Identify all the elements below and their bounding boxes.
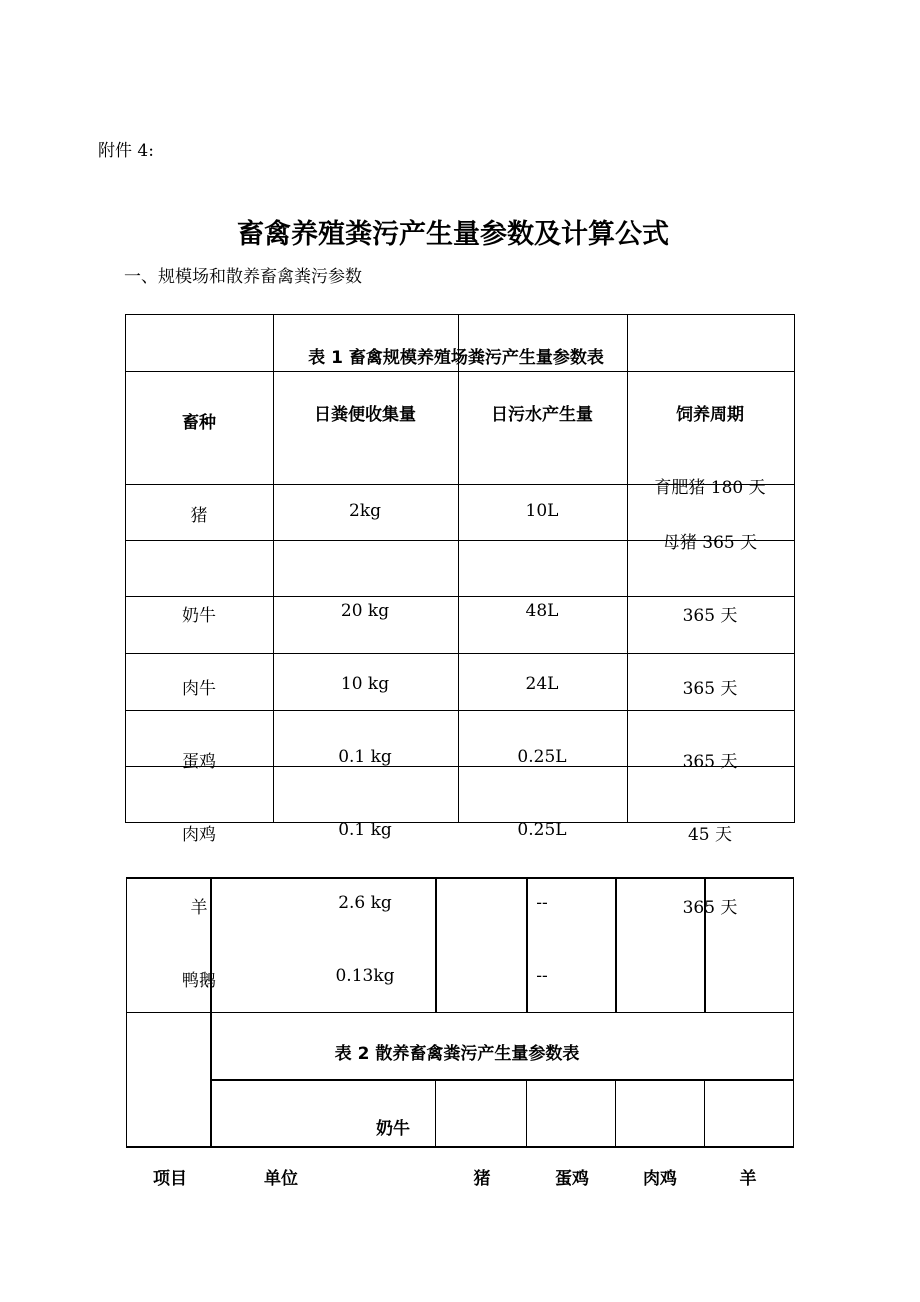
table2-header-broiler: 肉鸡 — [643, 1169, 677, 1189]
row-sheep-manure: 2.6 kg — [338, 893, 392, 913]
table2-header-layer: 蛋鸡 — [555, 1169, 589, 1189]
row-waterfowl-wastewater: -- — [536, 966, 548, 986]
table2-header-pig: 猪 — [473, 1169, 491, 1189]
row-sheep-cycle: 365 天 — [682, 898, 738, 918]
row-broiler-wastewater: 0.25L — [517, 820, 567, 840]
row-beef-wastewater: 24L — [525, 674, 559, 694]
row-waterfowl-manure: 0.13kg — [335, 966, 395, 986]
row-beef-manure: 10 kg — [340, 674, 390, 694]
row-sheep-wastewater: -- — [536, 893, 548, 913]
attachment-label: 附件 4: — [98, 141, 154, 161]
row-broiler-species: 肉鸡 — [182, 825, 216, 845]
table2-header-unit: 单位 — [264, 1169, 298, 1189]
header-cycle: 饲养周期 — [676, 405, 744, 425]
row-layer-manure: 0.1 kg — [338, 747, 392, 767]
row-pig-cycle-fattening: 育肥猪 180 天 — [654, 478, 766, 498]
page-title: 畜禽养殖粪污产生量参数及计算公式 — [237, 219, 669, 250]
table2-header-dairy-cow: 奶牛 — [376, 1119, 410, 1139]
row-layer-wastewater: 0.25L — [517, 747, 567, 767]
header-manure: 日粪便收集量 — [314, 405, 416, 425]
row-layer-species: 蛋鸡 — [182, 752, 216, 772]
row-pig-manure: 2kg — [349, 501, 381, 521]
row-pig-wastewater: 10L — [525, 501, 559, 521]
row-pig-cycle-sow: 母猪 365 天 — [662, 533, 758, 553]
row-dairy-cycle: 365 天 — [682, 606, 738, 626]
section-heading: 一、规模场和散养畜禽粪污参数 — [124, 267, 362, 287]
table2-header-sheep: 羊 — [739, 1169, 757, 1189]
row-sheep-species: 羊 — [190, 898, 208, 918]
row-dairy-wastewater: 48L — [525, 601, 559, 621]
row-beef-species: 肉牛 — [182, 679, 216, 699]
header-wastewater: 日污水产生量 — [491, 405, 593, 425]
row-layer-cycle: 365 天 — [682, 752, 738, 772]
row-broiler-manure: 0.1 kg — [338, 820, 392, 840]
row-dairy-manure: 20 kg — [340, 601, 390, 621]
row-waterfowl-species: 鸭鹅 — [182, 971, 216, 991]
table2-header-item: 项目 — [153, 1169, 187, 1189]
header-species: 畜种 — [182, 413, 216, 433]
row-pig-species: 猪 — [190, 506, 208, 526]
table1-caption: 表 1 畜禽规模养殖场粪污产生量参数表 — [308, 348, 604, 368]
row-dairy-species: 奶牛 — [182, 606, 216, 626]
row-broiler-cycle: 45 天 — [687, 825, 733, 845]
table2-caption: 表 2 散养畜禽粪污产生量参数表 — [334, 1044, 580, 1064]
row-beef-cycle: 365 天 — [682, 679, 738, 699]
